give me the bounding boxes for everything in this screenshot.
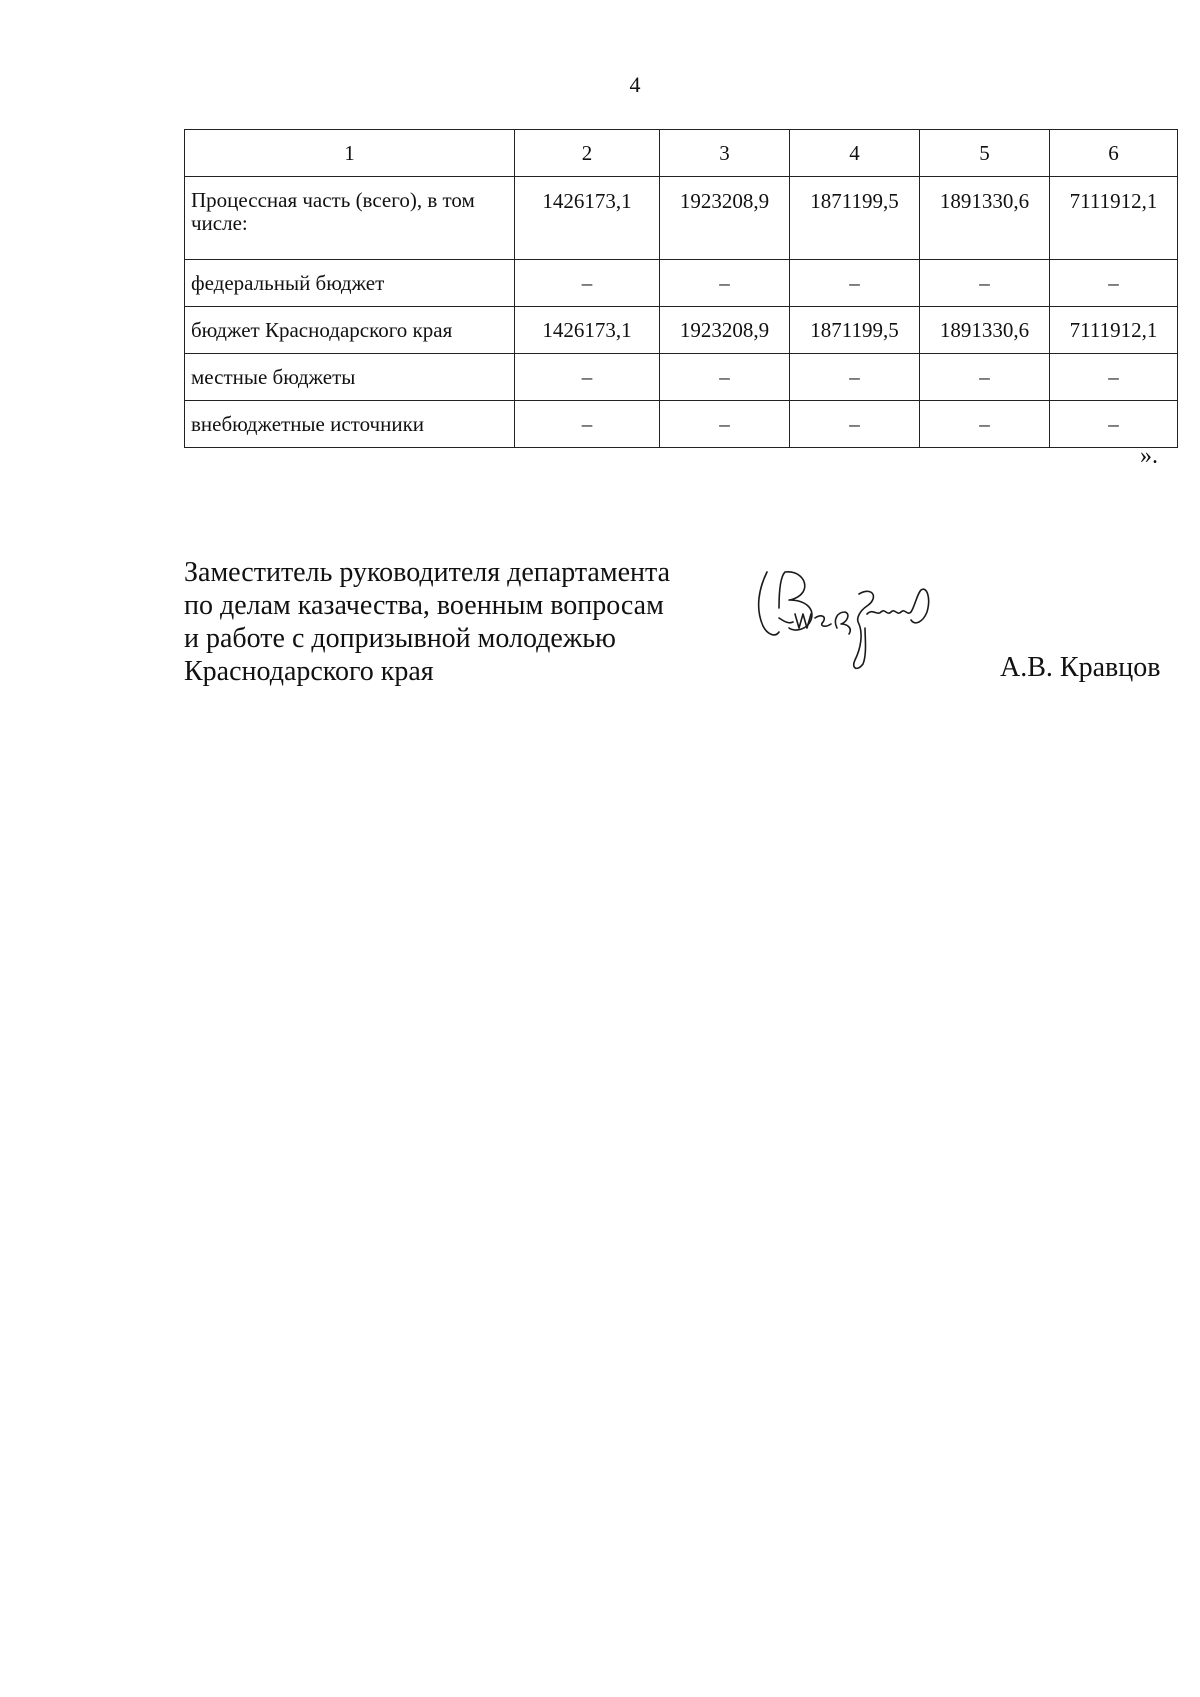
row-label: бюджет Краснодарского края — [185, 307, 515, 354]
row-label: федеральный бюджет — [185, 260, 515, 307]
page-number: 4 — [629, 72, 641, 97]
table-cell: – — [790, 401, 920, 448]
column-number: 2 — [515, 130, 660, 177]
table-cell: – — [660, 354, 790, 401]
row-label: местные бюджеты — [185, 354, 515, 401]
table-cell: – — [1050, 401, 1178, 448]
table-header-row — [185, 130, 1178, 177]
table-cell: 1923208,9 — [660, 177, 790, 260]
table-cell: 1923208,9 — [660, 307, 790, 354]
table-row — [185, 177, 1178, 260]
signatory-name: А.В. Кравцов — [1000, 652, 1161, 683]
table-row — [185, 354, 1178, 401]
table-cell: – — [920, 354, 1050, 401]
table-cell: 1891330,6 — [920, 177, 1050, 260]
row-label: Процессная часть (всего), в том числе: — [185, 177, 515, 260]
table-row — [185, 307, 1178, 354]
table-cell: – — [920, 260, 1050, 307]
column-number: 4 — [790, 130, 920, 177]
position-line: Заместитель руководителя департамента — [184, 557, 670, 588]
table-cell: – — [790, 260, 920, 307]
table-cell: – — [1050, 260, 1178, 307]
row-label: внебюджетные источники — [185, 401, 515, 448]
budget-table — [184, 129, 1178, 448]
table-cell: 1871199,5 — [790, 307, 920, 354]
position-line: Краснодарского края — [184, 656, 434, 687]
table-cell: 1871199,5 — [790, 177, 920, 260]
table-cell: – — [515, 260, 660, 307]
table-cell: 7111912,1 — [1050, 177, 1178, 260]
table-cell: – — [1050, 354, 1178, 401]
table-cell: – — [515, 354, 660, 401]
table-cell: – — [660, 260, 790, 307]
column-number: 1 — [185, 130, 515, 177]
position-line: по делам казачества, военным вопросам — [184, 590, 664, 621]
column-number: 5 — [920, 130, 1050, 177]
table-cell: – — [790, 354, 920, 401]
column-number: 6 — [1050, 130, 1178, 177]
closing-quote: ». — [1140, 443, 1158, 469]
column-number: 3 — [660, 130, 790, 177]
handwritten-signature — [755, 568, 955, 708]
table-row — [185, 401, 1178, 448]
table-cell: 7111912,1 — [1050, 307, 1178, 354]
position-line: и работе с допризывной молодежью — [184, 623, 616, 654]
table-row — [185, 260, 1178, 307]
table-cell: – — [515, 401, 660, 448]
table-cell: – — [920, 401, 1050, 448]
table-cell: 1891330,6 — [920, 307, 1050, 354]
signatory-position — [184, 556, 670, 688]
table-cell: 1426173,1 — [515, 177, 660, 260]
table-cell: 1426173,1 — [515, 307, 660, 354]
table-cell: – — [660, 401, 790, 448]
